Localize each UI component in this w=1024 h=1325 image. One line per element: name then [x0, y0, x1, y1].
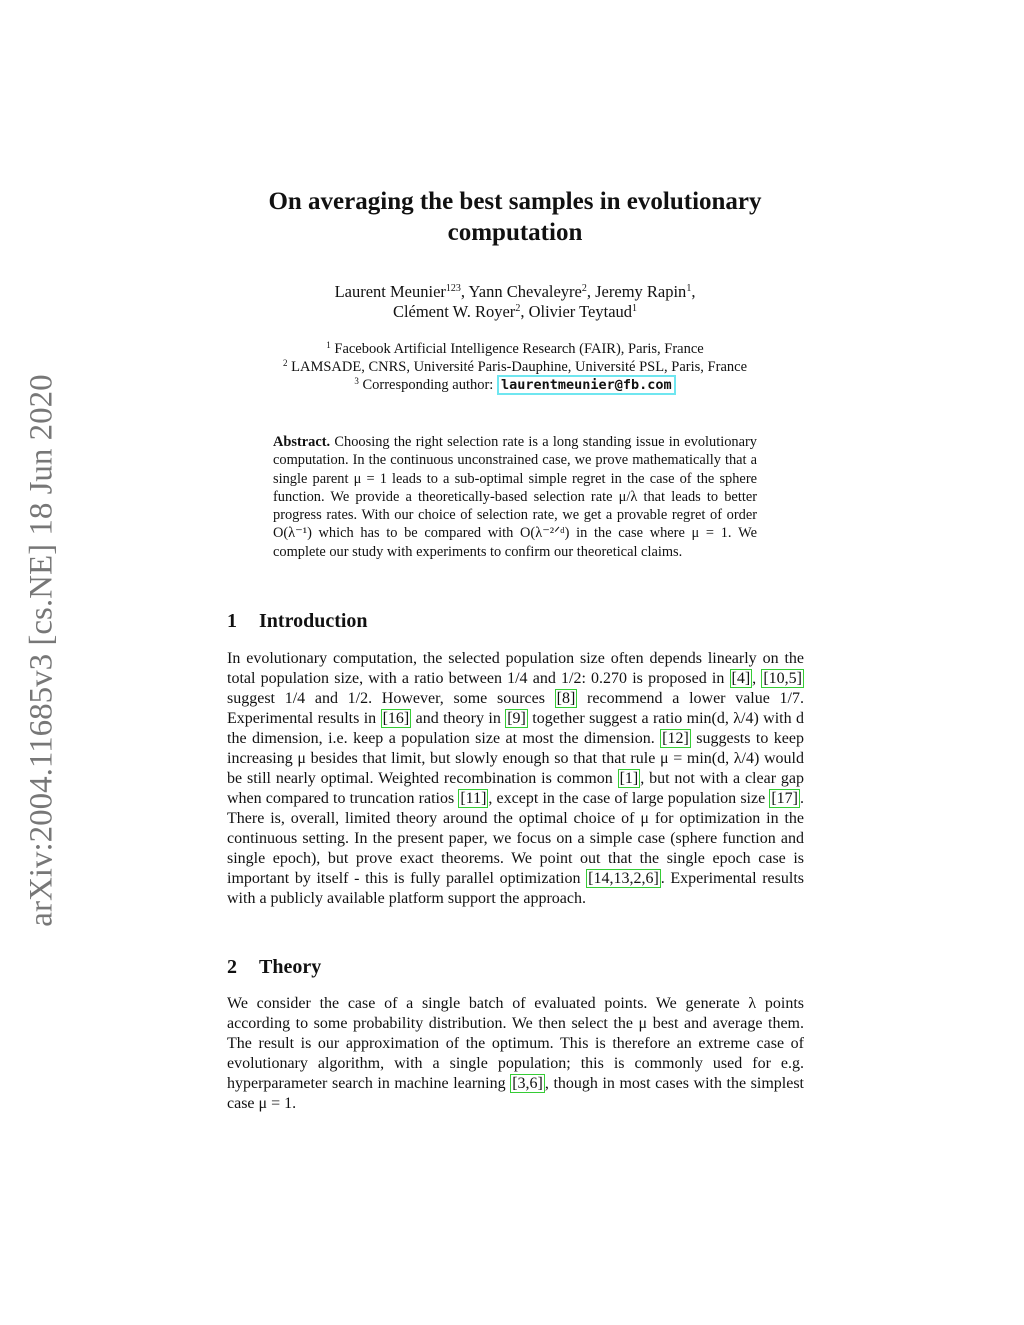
theory-paragraph [227, 994, 804, 1114]
author-name: Laurent Meunier [334, 282, 446, 301]
citation-link[interactable]: [12] [662, 730, 689, 747]
author-name: Yann Chevaleyre [468, 282, 582, 301]
author-name: Clément W. Royer [392, 302, 516, 321]
affiliation-line [215, 376, 815, 394]
body-text: , [752, 670, 762, 687]
abstract [273, 433, 757, 561]
author-affiliation-mark: 1 [632, 303, 638, 314]
body-text: suggests to keep increasing μ besides that limit, but slowly enough so that that rule μ = min(d, λ/4) would be still nearly optimal. Weighted recombination is common [227, 730, 805, 787]
affiliation-text: Facebook Artificial Intelligence Research (FAIR), Paris, France [334, 341, 704, 357]
author-name: Olivier Teytaud [528, 302, 633, 321]
author-affiliation-mark: 2 [515, 303, 521, 314]
author-affiliation-mark: 123 [445, 283, 461, 294]
body-text: . Experimental results with a publicly available platform support the approach. [227, 870, 804, 907]
affiliation-line [215, 340, 815, 358]
affiliation-mark: 2 [282, 358, 288, 368]
section-heading-theory [227, 956, 321, 979]
citation-link[interactable]: [11] [460, 790, 487, 807]
section-number: 2 [227, 956, 237, 978]
abstract-label: Abstract. [273, 434, 331, 450]
affiliation-list [215, 340, 815, 394]
introduction-paragraph [227, 649, 804, 909]
body-text: , but not with a clear gap when compared to truncation ratios [227, 770, 804, 807]
affiliation-line [215, 358, 815, 376]
citation-link[interactable]: [8] [556, 690, 576, 707]
citation-link[interactable]: [3,6] [512, 1075, 543, 1092]
body-text: . There is, overall, limited theory around the optimal choice of μ for optimization in the continuous setting. In the present paper, we focus on a simple case (sphere function and single epoch), but prove exact theorems. We point out that the single epoch case is important by itself - this is fully parallel optimization [227, 790, 804, 887]
body-text: , though in most cases with the simplest case μ = 1. [227, 1075, 804, 1112]
arxiv-identifier: arXiv:2004.11685v3 [cs.NE] 18 Jun 2020 [23, 373, 60, 927]
section-title: Theory [259, 956, 322, 978]
citation-link[interactable]: [4] [731, 670, 751, 687]
citation-link[interactable]: [10,5] [763, 670, 802, 687]
body-text: , except in the case of large population size [488, 790, 770, 807]
affiliation-mark: 1 [326, 340, 331, 350]
arxiv-sidebar [6, 360, 78, 940]
body-text: suggest 1/4 and 1/2. However, some sources [227, 690, 555, 707]
section-title: Introduction [259, 610, 368, 632]
section-heading-introduction [227, 610, 368, 633]
author-list: Laurent Meunier$^{123}$, Yann Chevaleyre$^2$, Jeremy Rapin$^1$, Clément W. Royer$^2$, Olivier Teytaud$^1$ [334, 282, 696, 321]
abstract-text: Choosing the right selection rate is a long standing issue in evolutionary computation. In the continuous unconstrained case, we prove mathematically that a single parent μ = 1 leads to a sub-optimal simple regret in the case of the sphere function. We provide a theoretically-based selection rate μ/λ that leads to better progress rates. With our choice of selection rate, we get a provable regret of order O(λ⁻¹) which has to be compared with O(λ⁻²ᐟᵈ) in the case where μ = 1. We complete our study with experiments to confirm our theoretical claims. [273, 434, 757, 560]
email-link[interactable]: laurentmeunier@fb.com [497, 375, 676, 395]
paper-title: On averaging the best samples in evolutionary computation [268, 188, 762, 246]
body-text: and theory in [411, 710, 506, 727]
affiliation-mark: 3 [354, 376, 359, 386]
body-text: In evolutionary computation, the selected population size often depends linearly on the total population size, with a ratio between 1/4 and 1/2: 0.270 is proposed in [227, 650, 804, 687]
author-affiliation-mark: 2 [581, 283, 587, 294]
affiliation-text: Corresponding author: [362, 377, 494, 393]
citation-link[interactable]: [1] [619, 770, 639, 787]
body-text: We consider the case of a single batch of evaluated points. We generate λ points according to some probability distribution. We then select the μ best and average them. The result is our approximation of the optimum. This is therefore an extreme case of evolutionary algorithm, with a single population; this is commonly used for e.g. hyperparameter search in machine learning [227, 995, 804, 1092]
citation-link[interactable]: [17] [771, 790, 798, 807]
author-name: Jeremy Rapin [595, 282, 687, 301]
citation-link[interactable]: [16] [382, 710, 410, 727]
author-affiliation-mark: 1 [686, 283, 692, 294]
section-number: 1 [227, 610, 237, 632]
citation-link[interactable]: [9] [507, 710, 526, 727]
affiliation-text: LAMSADE, CNRS, Université Paris-Dauphine, Université PSL, Paris, France [291, 359, 748, 375]
body-text: recommend a lower value 1/7. Experimental results in [227, 690, 804, 727]
citation-link[interactable]: [14,13,2,6] [588, 870, 659, 887]
body-text: together suggest a ratio min(d, λ/4) with d the dimension, i.e. keep a population size at most the dimension. [227, 710, 805, 747]
